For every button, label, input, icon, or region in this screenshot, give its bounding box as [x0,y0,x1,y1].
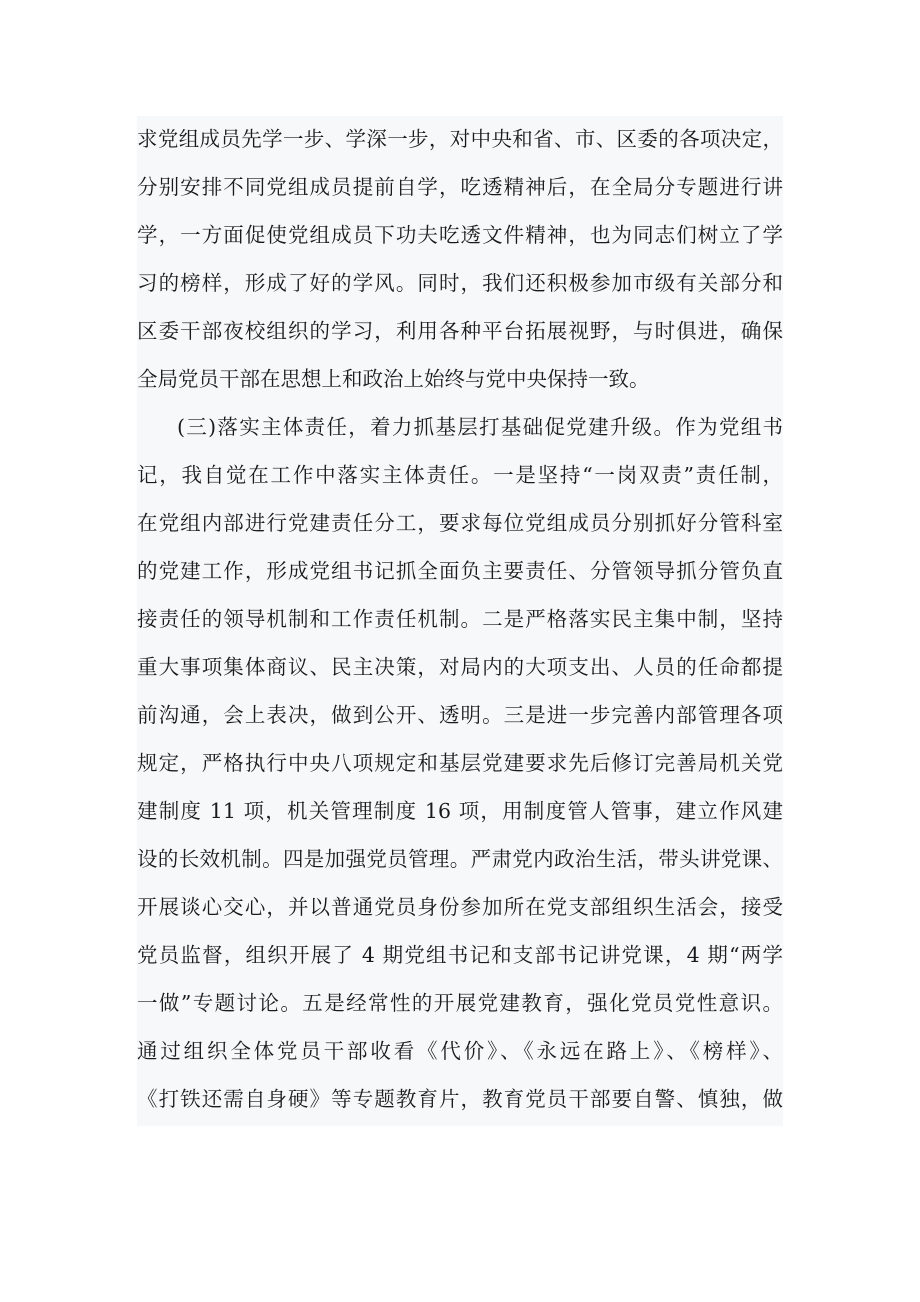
document-body [137,116,783,1126]
text-line: 习的榜样，形成了好的学风。同时，我们还积极参加市级有关部分和 [137,271,783,295]
text-line: 分别安排不同党组成员提前自学，吃透精神后，在全局分专题进行讲 [137,175,783,199]
text-line: 重大事项集体商议、民主决策，对局内的大项支出、人员的任命都提 [137,655,783,679]
text-line: 规定，严格执行中央八项规定和基层党建要求先后修订完善局机关党 [137,751,783,775]
text-line: 区委干部夜校组织的学习，利用各种平台拓展视野，与时俱进，确保 [137,319,783,343]
text-line: 开展谈心交心，并以普通党员身份参加所在党支部组织生活会，接受 [137,895,783,919]
text-line: 在党组内部进行党建责任分工，要求每位党组成员分别抓好分管科室 [137,511,783,535]
text-line: 全局党员干部在思想上和政治上始终与党中央保持一致。 [137,367,650,391]
text-line: 《打铁还需自身硬》等专题教育片，教育党员干部要自警、慎独，做 [137,1087,783,1111]
text-line: 学，一方面促使党组成员下功夫吃透文件精神，也为同志们树立了学 [137,223,783,247]
text-line: 一做”专题讨论。五是经常性的开展党建教育，强化党员党性意识。 [137,991,783,1015]
text-line: 设的长效机制。四是加强党员管理。严肃党内政治生活，带头讲党课、 [137,847,783,871]
text-line: 记，我自觉在工作中落实主体责任。一是坚持“一岗双责”责任制， [137,463,783,487]
text-line: 求党组成员先学一步、学深一步，对中央和省、市、区委的各项决定， [137,127,783,151]
text-line: 接责任的领导机制和工作责任机制。二是严格落实民主集中制，坚持 [137,607,783,631]
text-line: 通过组织全体党员干部收看《代价》、《永远在路上》、《榜样》、 [137,1039,783,1063]
text-line: 的党建工作，形成党组书记抓全面负主要责任、分管领导抓分管负直 [137,559,783,583]
text-line: 前沟通，会上表决，做到公开、透明。三是进一步完善内部管理各项 [137,703,783,727]
text-line: 党员监督，组织开展了 4 期党组书记和支部书记讲党课，4 期“两学 [137,943,783,967]
text-line: 建制度 11 项，机关管理制度 16 项，用制度管人管事，建立作风建 [137,799,783,823]
section-heading-line: (三)落实主体责任，着力抓基层打基础促党建升级。作为党组书 [177,415,783,439]
